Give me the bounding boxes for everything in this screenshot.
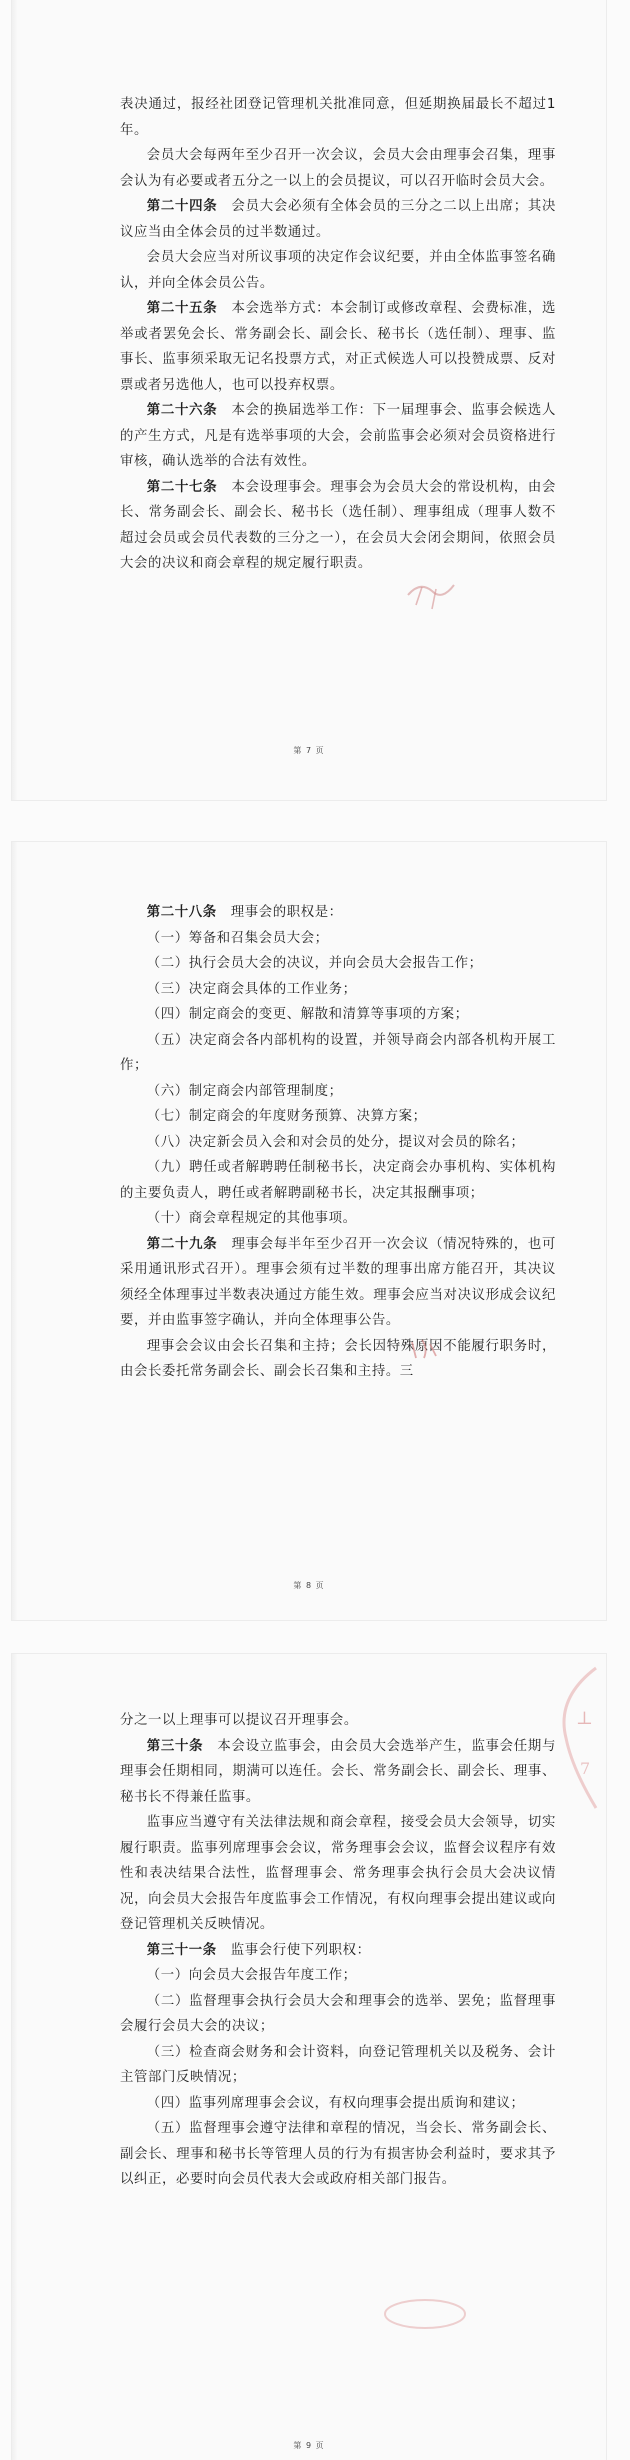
scan-edge xyxy=(12,0,18,800)
paragraph-text: （九）聘任或者解聘聘任制秘书长，决定商会办事机构、实体机构的主要负责人，聘任或者解聘副秘书长，决定其报酬事项； xyxy=(120,1160,556,1201)
article-paragraph xyxy=(120,398,556,475)
paragraph-text: （七）制定商会的年度财务预算、决算方案； xyxy=(146,1109,427,1124)
article-number: 第二十六条 xyxy=(146,403,218,418)
svg-text:⊥: ⊥ xyxy=(576,1708,593,1729)
page-body xyxy=(120,92,556,577)
page-footer: 第 9 页 xyxy=(293,2441,325,2450)
page-footer: 第 7 页 xyxy=(293,746,325,755)
body-paragraph xyxy=(120,977,556,1003)
document-page-8 xyxy=(12,842,606,1620)
red-stamp-mark xyxy=(380,2294,470,2334)
paragraph-text: 表决通过，报经社团登记管理机关批准同意，但延期换届最长不超过1年。 xyxy=(120,97,556,138)
article-paragraph xyxy=(120,1938,556,1964)
paragraph-text: 理事会的职权是： xyxy=(230,905,343,920)
article-number: 第三十一条 xyxy=(146,1942,217,1958)
article-paragraph xyxy=(120,1734,556,1811)
article-number: 第二十七条 xyxy=(146,479,218,495)
article-paragraph xyxy=(120,194,556,245)
paragraph-text: 会员大会每两年至少召开一次会议，会员大会由理事会召集，理事会认为有必要或者五分之一以上的会员提议，可以召开临时会员大会。 xyxy=(120,148,556,189)
body-paragraph xyxy=(120,1989,556,2040)
body-paragraph xyxy=(120,1334,556,1385)
red-stamp-mark xyxy=(402,575,462,615)
paragraph-text: （二）执行会员大会的决议，并向会员大会报告工作； xyxy=(146,956,483,971)
paragraph-text: 本会设立监事会，由会员大会选举产生，监事会任期与理事会任期相同，期满可以连任。会长、常务副会长、副会长、理事、秘书长不得兼任监事。 xyxy=(120,1738,557,1805)
svg-text:7: 7 xyxy=(580,1759,591,1778)
body-paragraph xyxy=(120,2091,556,2117)
paragraph-text: （四）制定商会的变更、解散和清算等事项的方案； xyxy=(146,1007,469,1022)
article-number: 第二十九条 xyxy=(146,1236,218,1252)
body-paragraph xyxy=(120,1155,556,1206)
body-paragraph xyxy=(120,1079,556,1105)
paragraph-text: （四）监事列席理事会会议，有权向理事会提出质询和建议； xyxy=(146,2095,525,2111)
paragraph-text: 会员大会必须有全体会员的三分之二以上出席；其决议应当由全体会员的过半数通过。 xyxy=(120,199,556,240)
paragraph-text: （八）决定新会员入会和对会员的处分，提议对会员的除名； xyxy=(146,1134,525,1150)
scan-edge xyxy=(12,842,18,1620)
body-paragraph xyxy=(120,143,556,194)
article-number: 第二十五条 xyxy=(146,301,218,316)
paragraph-text: （三）决定商会具体的工作业务； xyxy=(146,981,357,997)
paragraph-text: 本会的换届选举工作：下一届理事会、监事会候选人的产生方式，凡是有选举事项的大会，会前监事会必须对会员资格进行审核，确认选举的合法有效性。 xyxy=(120,403,556,469)
article-paragraph xyxy=(120,900,556,926)
body-paragraph xyxy=(120,245,556,296)
page-body xyxy=(120,900,556,1385)
document-page-9 xyxy=(12,1654,606,2460)
document-page-7 xyxy=(12,0,606,800)
article-paragraph xyxy=(120,296,556,398)
paragraph-text: （一）向会员大会报告年度工作； xyxy=(146,1968,357,1983)
paragraph-text: （六）制定商会内部管理制度； xyxy=(146,1083,343,1099)
article-paragraph xyxy=(120,1232,556,1334)
article-number: 第三十条 xyxy=(146,1738,204,1754)
body-paragraph xyxy=(120,1002,556,1028)
body-paragraph xyxy=(120,1028,556,1079)
paragraph-text: （五）决定商会各内部机构的设置，并领导商会内部各机构开展工作； xyxy=(120,1032,556,1073)
scan-edge xyxy=(12,1654,18,2460)
body-paragraph xyxy=(120,926,556,952)
body-paragraph xyxy=(120,951,556,977)
page-body xyxy=(120,1708,556,2193)
body-paragraph xyxy=(120,1104,556,1130)
paragraph-text: 理事会会议由会长召集和主持；会长因特殊原因不能履行职务时，由会长委托常务副会长、副会长召集和主持。三 xyxy=(120,1338,556,1379)
paragraph-text: （十）商会章程规定的其他事项。 xyxy=(146,1211,357,1226)
body-paragraph xyxy=(120,1963,556,1989)
article-number: 第二十八条 xyxy=(146,905,217,920)
body-paragraph xyxy=(120,2040,556,2091)
article-paragraph xyxy=(120,475,556,577)
body-paragraph xyxy=(120,1810,556,1938)
page-footer: 第 8 页 xyxy=(293,1581,325,1590)
paragraph-text: 会员大会应当对所议事项的决定作会议纪要，并由全体监事签名确认，并向全体会员公告。 xyxy=(120,250,556,291)
paragraph-text: （五）监督理事会遵守法律和章程的情况，当会长、常务副会长、副会长、理事和秘书长等管理人员的行为有损害协会利益时，要求其予以纠正，必要时向会员代表大会或政府相关部门报告。 xyxy=(120,2121,556,2187)
body-paragraph xyxy=(120,1206,556,1232)
paragraph-text: 本会选举方式：本会制订或修改章程、会费标准，选举或者罢免会长、常务副会长、副会长、秘书长（选任制）、理事、监事长、监事须采取无记名投票方式，对正式候选人可以投赞成票、反对票或者另选他人，也可以投弃权票。 xyxy=(120,301,556,393)
paragraph-text: 分之一以上理事可以提议召开理事会。 xyxy=(120,1713,358,1728)
paragraph-text: 本会设理事会。理事会为会员大会的常设机构，由会长、常务副会长、副会长、秘书长（选任制）、理事组成（理事人数不超过会员或会员代表数的三分之一），在会员大会闭会期间，依照会员大会的决议和商会章程的规定履行职责。 xyxy=(120,479,556,571)
paragraph-text: （三）检查商会财务和会计资料，向登记管理机关以及税务、会计主管部门反映情况； xyxy=(120,2044,556,2085)
paragraph-text: （一）筹备和召集会员大会； xyxy=(146,930,329,946)
body-paragraph xyxy=(120,1708,556,1734)
paragraph-text: 监事应当遵守有关法律法规和商会章程，接受会员大会领导，切实履行职责。监事列席理事会会议，常务理事会会议，监督会议程序有效性和表决结果合法性，监督理事会、常务理事会执行会员大会决议情况，向会员大会报告年度监事会工作情况，有权向理事会提出建议或向登记管理机关反映情况。 xyxy=(120,1815,556,1932)
article-number: 第二十四条 xyxy=(146,199,218,214)
body-paragraph xyxy=(120,92,556,143)
body-paragraph xyxy=(120,2116,556,2193)
paragraph-text: 监事会行使下列职权： xyxy=(230,1942,371,1958)
paragraph-text: （二）监督理事会执行会员大会和理事会的选举、罢免；监督理事会履行会员大会的决议； xyxy=(120,1993,556,2034)
body-paragraph xyxy=(120,1130,556,1156)
paragraph-text: 理事会每半年至少召开一次会议（情况特殊的，也可采用通讯形式召开）。理事会须有过半数的理事出席方能召开，其决议须经全体理事过半数表决通过方能生效。理事会应当对决议形成会议纪要，并由监事签字确认，并向全体理事公告。 xyxy=(120,1236,556,1328)
